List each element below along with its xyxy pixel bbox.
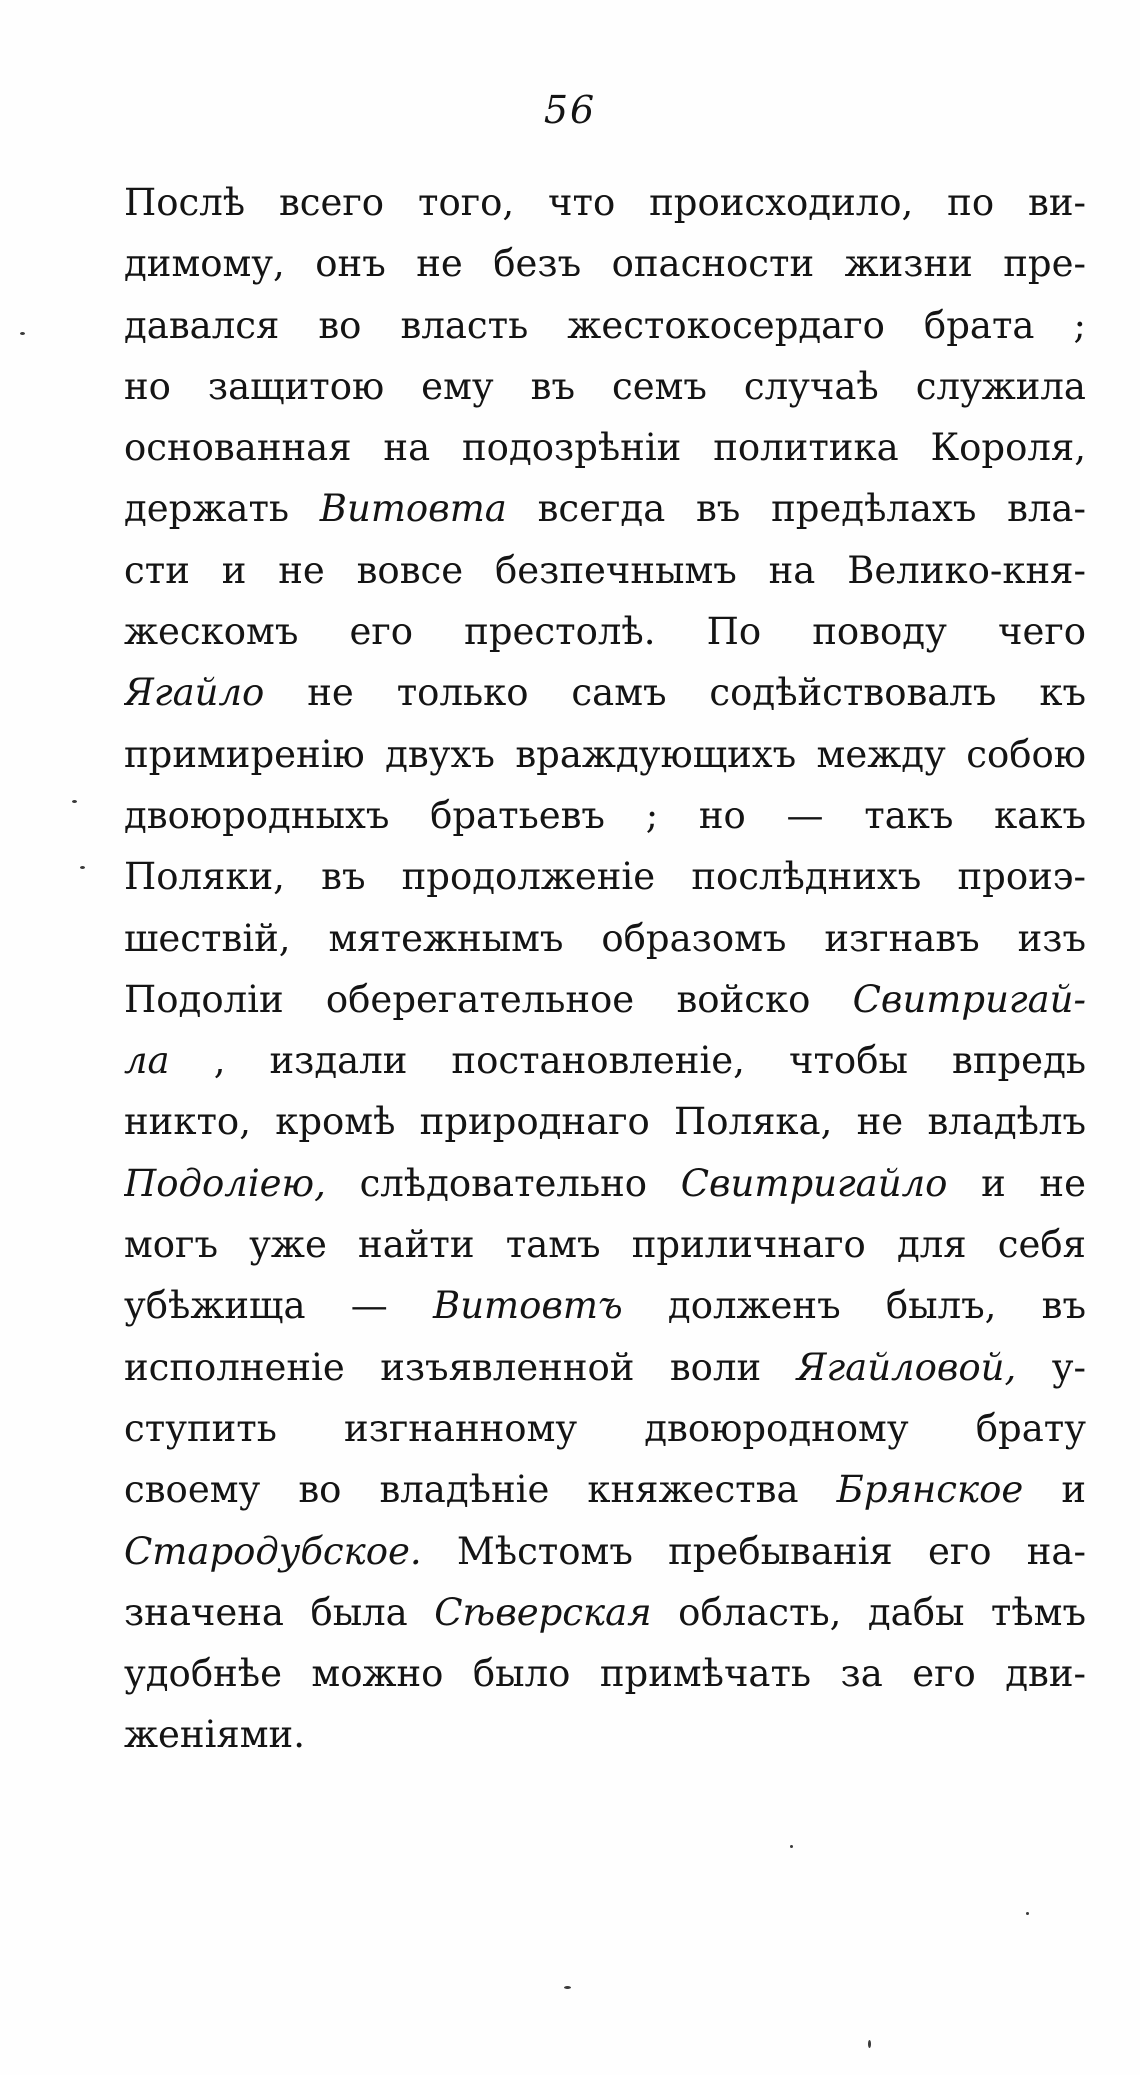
scan-speck <box>1026 1912 1029 1915</box>
text-run: но защитою ему въ семъ случаѣ служила <box>124 364 1086 408</box>
page-number: 56 <box>543 88 597 132</box>
text-line <box>124 356 1086 417</box>
text-line <box>124 662 1086 723</box>
text-run: Послѣ всего того, что происходило, по ви- <box>124 181 1086 224</box>
text-line <box>124 1214 1086 1275</box>
italic-name: Ягайловой, <box>796 1345 1017 1389</box>
text-run: могъ уже найти тамъ приличнаго для себя <box>124 1223 1086 1267</box>
text-run: никто, кромѣ природнаго Поляка, не владѣлъ <box>124 1100 1086 1144</box>
text-run: жескомъ его престолѣ. По поводу чего <box>124 610 1086 654</box>
text-run: у- <box>1016 1345 1086 1389</box>
italic-name: Свитригайло <box>680 1161 948 1205</box>
text-run: держать <box>124 487 320 531</box>
scan-speck <box>80 866 85 869</box>
text-line <box>124 478 1086 539</box>
text-line <box>124 785 1086 846</box>
text-run: основанная на подозрѣніи политика Короля, <box>124 426 1086 470</box>
text-run: значена была <box>124 1590 435 1634</box>
italic-name: Подоліею, <box>124 1161 326 1205</box>
scan-speck <box>790 1845 793 1848</box>
italic-name: ла <box>124 1039 170 1083</box>
italic-name: Витовта <box>319 487 507 531</box>
text-line <box>124 1030 1086 1091</box>
text-line <box>124 540 1086 601</box>
italic-name: Ягайло <box>124 671 265 715</box>
text-line <box>124 1091 1086 1152</box>
text-run: двоюродныхъ братьевъ ; но — такъ какъ <box>124 793 1086 837</box>
text-run: сти и не вовсе безпечнымъ на Велико-кня- <box>124 548 1086 592</box>
italic-name: Сѣверская <box>434 1590 652 1634</box>
text-line <box>124 969 1086 1030</box>
scan-speck <box>868 2040 871 2048</box>
text-line <box>124 846 1086 907</box>
text-run: исполненіе изъявленной воли <box>124 1345 797 1389</box>
text-line <box>124 1704 1086 1765</box>
scan-speck <box>20 332 25 335</box>
text-run: своему во владѣніе княжества <box>124 1468 837 1512</box>
italic-name: Брянское <box>836 1468 1024 1512</box>
text-line <box>124 417 1086 478</box>
text-line <box>124 1275 1086 1336</box>
text-line <box>124 1398 1086 1459</box>
text-line <box>124 1582 1086 1643</box>
text-run: всегда въ предѣлахъ вла- <box>506 487 1086 531</box>
italic-name: Витовтъ <box>433 1284 623 1328</box>
text-run: Подоліи оберегательное войско <box>124 977 853 1021</box>
text-run: долженъ былъ, въ <box>622 1284 1086 1328</box>
text-line <box>124 295 1086 356</box>
text-run: димому, онъ не безъ опасности жизни пре- <box>124 242 1086 286</box>
text-run: Мѣстомъ пребыванія его на- <box>421 1529 1086 1573</box>
italic-name: Свитригай- <box>852 977 1086 1021</box>
text-run: шествій, мятежнымъ образомъ изгнавъ изъ <box>124 916 1086 960</box>
text-line <box>124 233 1086 294</box>
text-run: и не <box>947 1161 1086 1205</box>
italic-name: Стародубское. <box>124 1529 422 1573</box>
scan-speck <box>564 1986 571 1989</box>
text-run: не только самъ содѣйствовалъ къ <box>264 671 1086 715</box>
text-run: женіями. <box>124 1713 305 1757</box>
text-run: и <box>1023 1468 1086 1512</box>
text-run: примиренію двухъ враждующихъ между собою <box>124 732 1086 776</box>
text-line <box>124 1643 1086 1704</box>
text-run: , издали постановленіе, чтобы впредь <box>169 1039 1086 1083</box>
text-line <box>124 1521 1086 1582</box>
text-line <box>124 1459 1086 1520</box>
text-line <box>124 724 1086 785</box>
text-run: ступить изгнанному двоюродному брату <box>124 1406 1086 1450</box>
text-run: Поляки, въ продолженіе послѣднихъ проиэ- <box>124 855 1086 899</box>
text-run: давался во власть жестокосердаго брата ; <box>124 303 1086 347</box>
scan-speck <box>72 800 77 803</box>
text-line <box>124 908 1086 969</box>
body-text <box>124 172 1086 1766</box>
text-run: удобнѣе можно было примѣчать за его дви- <box>124 1652 1086 1696</box>
text-line <box>124 172 1086 233</box>
text-run: слѣдовательно <box>325 1161 681 1205</box>
text-run: область, дабы тѣмъ <box>651 1590 1086 1634</box>
text-line <box>124 1337 1086 1398</box>
text-line <box>124 601 1086 662</box>
text-run: убѣжища — <box>124 1284 433 1328</box>
text-line <box>124 1153 1086 1214</box>
